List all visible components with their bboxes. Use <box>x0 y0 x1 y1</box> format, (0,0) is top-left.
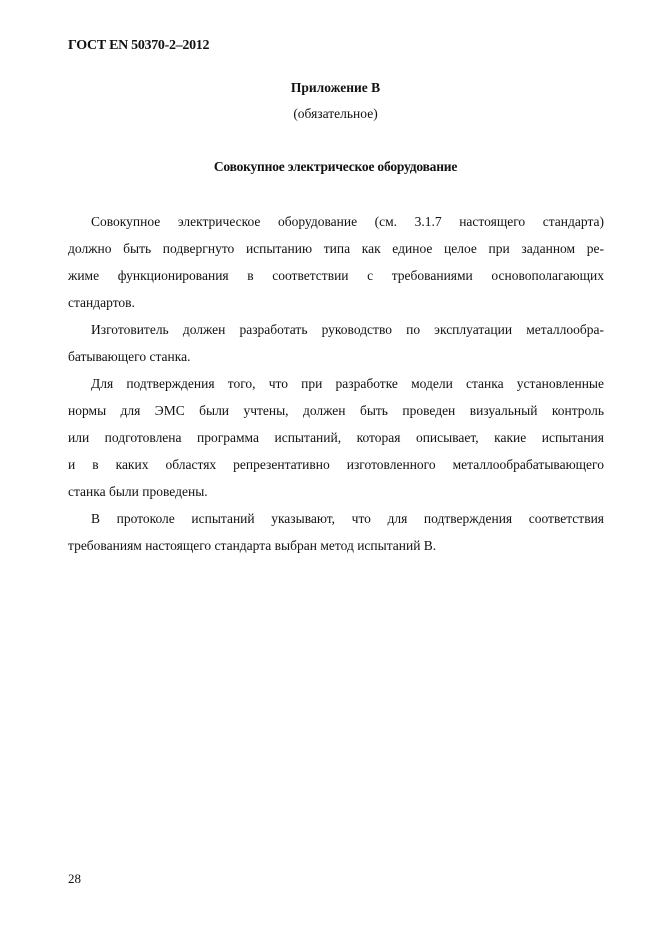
paragraph-4-line-1: В протоколе испытаний указывают, что для подтверждения соответствия <box>91 511 604 526</box>
paragraph-2-line-1: Изготовитель должен разработать руководство по эксплуатации металлообра- <box>91 322 604 337</box>
body-text <box>68 208 604 559</box>
paragraph-4-line-2: требованиям настоящего стандарта выбран метод испытаний В. <box>68 538 437 553</box>
paragraph-1-line-2: должно быть подвергнуто испытанию типа как единое целое при заданном ре- <box>68 241 604 256</box>
appendix-status: (обязательное) <box>293 106 378 121</box>
paragraph-1-line-1: Совокупное электрическое оборудование (см. 3.1.7 настоящего стандарта) <box>91 214 604 229</box>
paragraph-3-line-5: станка были проведены. <box>68 484 208 499</box>
paragraph-2-line-2: батывающего станка. <box>68 349 191 364</box>
page-number: 28 <box>68 871 81 886</box>
standard-code-header: ГОСТ EN 50370-2–2012 <box>68 38 210 53</box>
paragraph-3-line-4: и в каких областях репрезентативно изготовленного металлообрабатывающего <box>68 457 604 472</box>
appendix-title: Приложение В <box>290 80 381 95</box>
paragraph-3-line-3: или подготовлена программа испытаний, которая описывает, какие испытания <box>68 430 604 445</box>
paragraph-3-line-2: нормы для ЭМС были учтены, должен быть проведен визуальный контроль <box>68 403 604 418</box>
section-title: Совокупное электрическое оборудование <box>213 159 458 174</box>
paragraph-1-line-3: жиме функционирования в соответствии с требованиями основополагающих <box>68 268 604 283</box>
paragraph-1-line-4: стандартов. <box>68 295 135 310</box>
paragraph-3-line-1: Для подтверждения того, что при разработке модели станка установленные <box>91 376 604 391</box>
